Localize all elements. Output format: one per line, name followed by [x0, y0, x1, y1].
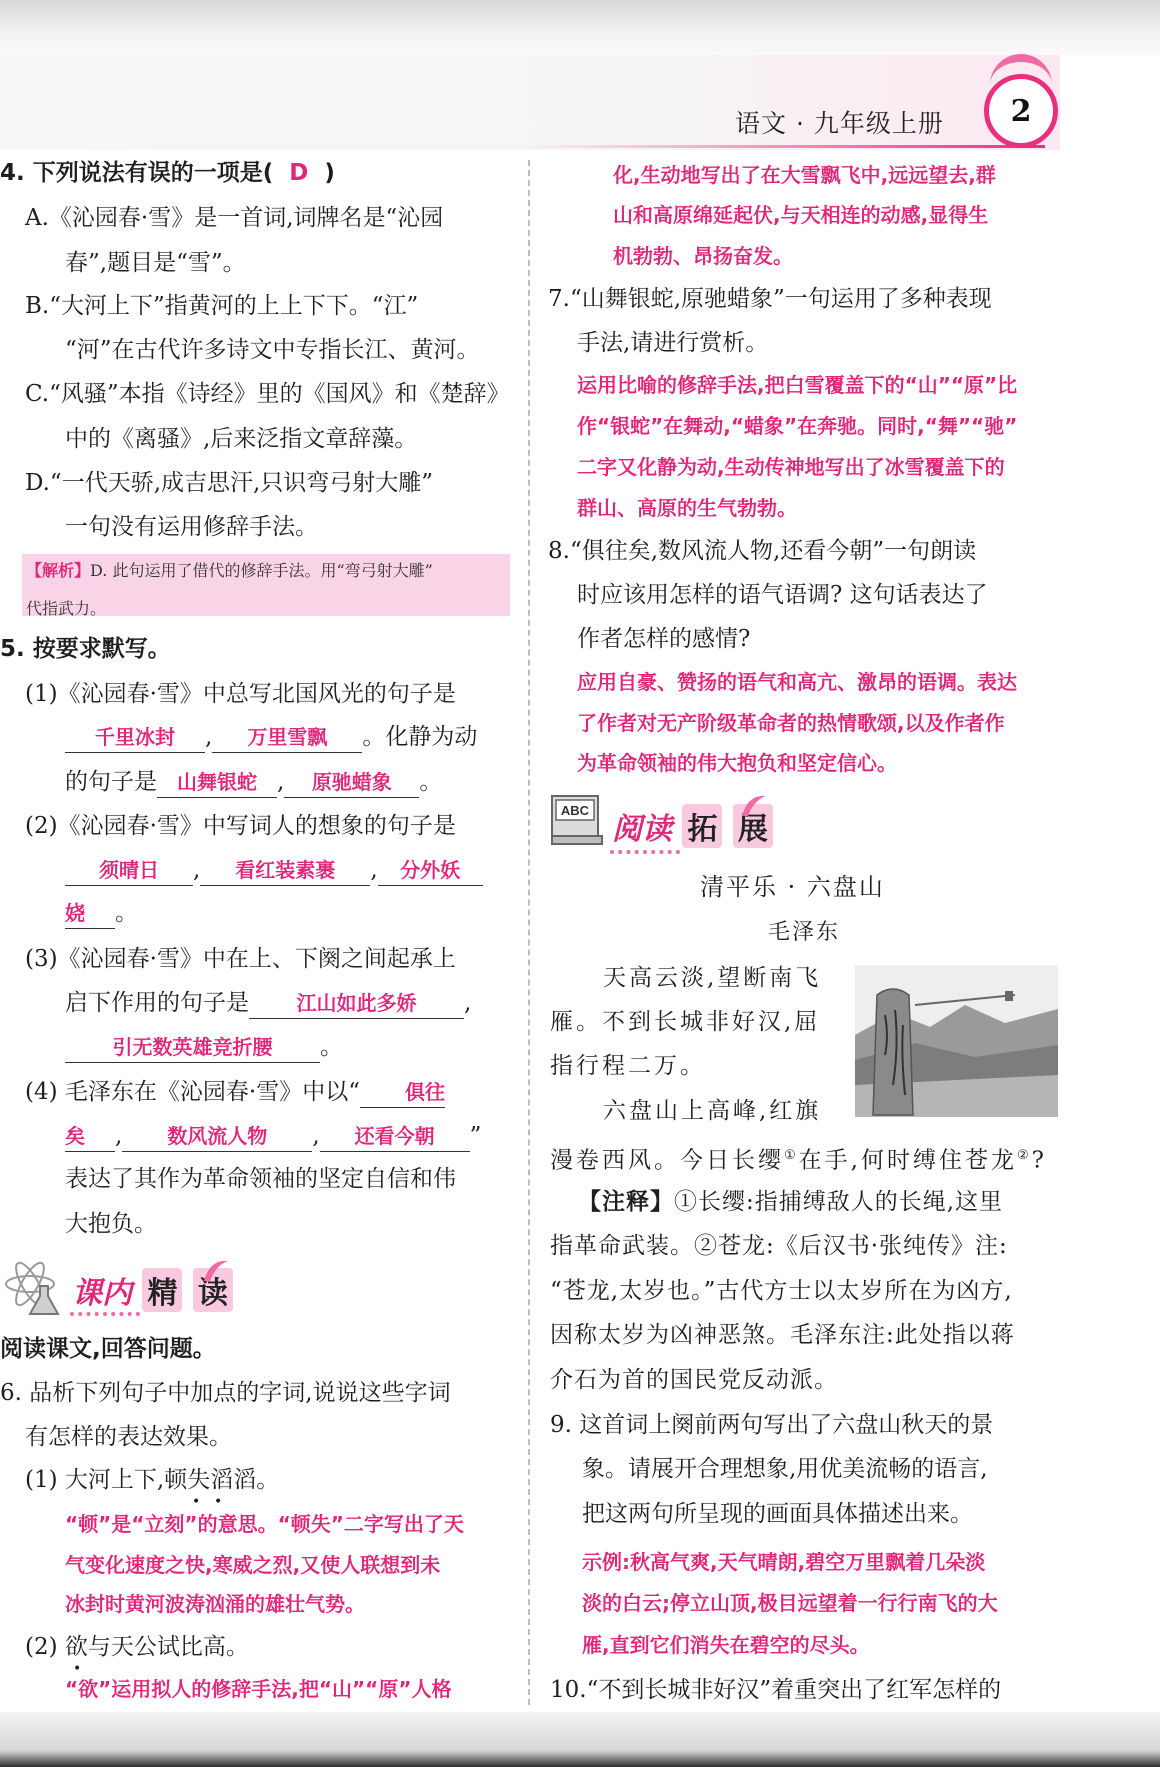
header-underline — [520, 145, 1045, 148]
stele-photo-illustration — [855, 965, 1058, 1117]
poem-author: 毛泽东 — [768, 920, 841, 945]
q4-option-c-2: 中的《离骚》,后来泛指文章辞藻。 — [65, 426, 418, 452]
q5-p4-line-2 — [65, 1121, 481, 1152]
q10-line-1: 10.“不到长城非好汉”着重突出了红军怎样的 — [550, 1677, 1002, 1703]
q4-stem — [0, 158, 335, 188]
q7-answer-line-2: 作“银蛇”在舞动,“蜡象”在奔驰。同时,“舞”“驰” — [577, 414, 1018, 438]
q5-p1-mid: 。化静为动 — [362, 724, 478, 750]
q5-answer-14: 还看今朝 — [320, 1121, 470, 1152]
note-text-1: ①长缨:指捕缚敌人的长绳,这里 — [674, 1189, 1004, 1215]
q4-option-d-2: 一句没有运用修辞手法。 — [65, 514, 318, 540]
poem-line-5b: 在手,何时缚住苍龙 — [798, 1147, 1017, 1174]
section-title-part-2: 拓 — [682, 804, 722, 848]
comma: , — [115, 1123, 123, 1149]
q5-answer-11: 俱往 — [360, 1077, 445, 1108]
analysis-text-1: D. 此句运用了借代的修辞手法。用“弯弓射大雕” — [90, 561, 433, 580]
q8-line-3: 作者怎样的感情? — [577, 626, 751, 652]
q5-p4-line-3: 表达了其作为革命领袖的坚定自信和伟 — [65, 1166, 456, 1192]
q7-answer-line-1: 运用比喻的修辞手法,把白雪覆盖下的“山”“原”比 — [577, 373, 1018, 397]
q5-answer-13: 数风流人物 — [122, 1121, 312, 1152]
q7-line-2: 手法,请进行赏析。 — [577, 330, 769, 356]
comma: , — [205, 724, 213, 750]
book-icon-label: ABC — [560, 803, 590, 818]
poem-line-3: 指行程二万。 — [550, 1053, 706, 1079]
section-dots — [70, 1308, 140, 1316]
header-title: 语文 · 九年级上册 — [735, 109, 944, 138]
q9-answer-line-2: 淡的白云;停立山顶,极目远望着一行行南飞的大 — [582, 1591, 998, 1615]
q5-p1-l3: 的句子是 — [65, 769, 157, 795]
q5-title: 5. 按要求默写。 — [0, 636, 171, 662]
q8-answer-line-2: 了作者对无产阶级革命者的热情歌颂,以及作者作 — [577, 711, 1005, 735]
section-title-part-1: 课内 — [72, 1276, 132, 1311]
poem-line-5a: 漫卷西风。今日长缨 — [550, 1147, 784, 1174]
poem-line-4: 六盘山上高峰,红旗 — [603, 1098, 822, 1124]
q6-answer-1-line-2: 气变化速度之快,寒威之烈,又使人联想到未 — [65, 1553, 441, 1577]
q6-answer-1-line-3: 冰封时黄河波涛汹涌的雄壮气势。 — [65, 1592, 365, 1616]
q8-answer-line-3: 为革命领袖的伟大抱负和坚定信心。 — [577, 751, 897, 775]
period: 。 — [419, 769, 443, 795]
note-line-1 — [578, 1187, 1003, 1217]
q4-stem-close: ) — [324, 160, 335, 186]
q9-line-3: 把这两句所呈现的画面具体描述出来。 — [582, 1501, 973, 1527]
q4-stem-text: 4. 下列说法有误的一项是( — [0, 160, 274, 186]
q5-answer-4: 原驰蜡象 — [284, 767, 419, 798]
q5-p3-line-1: (3)《沁园春·雪》中在上、下阕之间起承上 — [25, 946, 456, 972]
q6-sentence-1: (1) 大河上下,顿失滔滔。 — [25, 1467, 280, 1493]
q5-p4-line-1 — [25, 1077, 445, 1108]
q5-answer-2: 万里雪飘 — [212, 722, 362, 753]
q8-line-2: 时应该用怎样的语气语调? 这句话表达了 — [577, 582, 988, 608]
q4-option-b-1: B.“大河上下”指黄河的上上下下。“江” — [25, 293, 419, 319]
comma: , — [312, 1123, 320, 1149]
poem-photo — [855, 965, 1058, 1117]
q6-answer-2-line-2: 化,生动地写出了在大雪飘飞中,远远望去,群 — [613, 163, 996, 187]
q4-option-c-1: C.“风骚”本指《诗经》里的《国风》和《楚辞》 — [25, 381, 510, 407]
section-dots — [610, 846, 680, 854]
q5-p1-line-1: (1)《沁园春·雪》中总写北国风光的句子是 — [25, 681, 456, 707]
atom-flask-icon — [2, 1256, 66, 1320]
reading-instruction: 阅读课文,回答问题。 — [0, 1336, 216, 1362]
q4-analysis-line-1 — [26, 555, 433, 586]
q4-answer: D — [289, 160, 309, 186]
q5-answer-1: 千里冰封 — [65, 722, 205, 753]
q4-analysis-line-2: 代指武力。 — [26, 599, 107, 618]
book-icon — [548, 790, 606, 850]
emphasis-dot: • — [214, 1494, 223, 1510]
swoosh-decoration — [738, 790, 768, 820]
section-title-part-1: 阅读 — [612, 812, 672, 847]
q5-answer-9: 江山如此多娇 — [249, 988, 464, 1019]
footnote-ref-2: ② — [1016, 1148, 1032, 1163]
q7-answer-line-4: 群山、高原的生气勃勃。 — [577, 496, 797, 520]
swoosh-decoration — [200, 1255, 230, 1285]
comma: , — [277, 769, 285, 795]
q5-answer-6: 看红装素裹 — [200, 855, 370, 886]
page-bottom-shadow — [0, 1712, 1160, 1767]
note-line-4: 因称太岁为凶神恶煞。毛泽东注:此处指以蒋 — [550, 1322, 1015, 1348]
q6-answer-1-line-1: “顿”是“立刻”的意思。“顿失”二字写出了天 — [65, 1512, 464, 1536]
column-divider — [528, 160, 530, 1705]
q5-p2-line-3 — [65, 898, 138, 929]
footnote-ref-1: ① — [784, 1148, 799, 1163]
section-title-part-3: 读 — [193, 1268, 233, 1312]
section-title-part-3: 展 — [733, 804, 773, 848]
poem-title: 清平乐 · 六盘山 — [700, 873, 885, 901]
note-tag: 【注释】 — [578, 1189, 674, 1215]
page-number: 2 — [1010, 93, 1032, 129]
q9-answer-line-3: 雁,直到它们消失在碧空的尽头。 — [582, 1633, 870, 1657]
q5-answer-10: 引无数英雄竞折腰 — [65, 1032, 320, 1063]
q6-line-2: 有怎样的表达效果。 — [25, 1424, 232, 1450]
q4-option-d-1: D.“一代天骄,成吉思汗,只识弯弓射大雕” — [25, 470, 434, 496]
q5-p1-line-2 — [65, 722, 477, 753]
q7-answer-line-3: 二字又化静为动,生动传神地写出了冰雪覆盖下的 — [577, 455, 1005, 479]
q5-p2-line-1: (2)《沁园春·雪》中写词人的想象的句子是 — [25, 813, 456, 839]
q5-p3-line-3 — [65, 1032, 343, 1063]
period: 。 — [320, 1034, 343, 1060]
period: 。 — [115, 900, 138, 926]
q5-p4-line-4: 大抱负。 — [65, 1211, 157, 1237]
note-line-2: 指革命武装。②苍龙:《后汉书·张纯传》注: — [550, 1233, 1008, 1259]
q5-p3-line-2 — [65, 988, 471, 1019]
q8-answer-line-1: 应用自豪、赞扬的语气和高亢、激昂的语调。表达 — [577, 670, 1017, 694]
q5-p3-l2: 启下作用的句子是 — [65, 990, 249, 1016]
poem-line-2: 雁。不到长城非好汉,屈 — [550, 1009, 821, 1035]
q5-answer-12: 矣 — [65, 1121, 115, 1152]
q6-answer-2-line-1: “欲”运用拟人的修辞手法,把“山”“原”人格 — [65, 1677, 452, 1701]
q4-option-a-1: A.《沁园春·雪》是一首词,词牌名是“沁园 — [25, 205, 444, 231]
comma: , — [370, 857, 378, 883]
q5-p4-l1: (4) 毛泽东在《沁园春·雪》中以“ — [25, 1079, 360, 1105]
emphasis-dot: • — [192, 1494, 201, 1510]
comma: , — [193, 857, 201, 883]
q6-answer-2-line-4: 机勃勃、昂扬奋发。 — [613, 244, 793, 268]
emphasis-dot: • — [73, 1661, 82, 1677]
poem-line-5c: ? — [1031, 1147, 1047, 1174]
page-number-badge — [984, 74, 1058, 148]
note-line-3: “苍龙,太岁也。”古代方士以太岁所在为凶方, — [550, 1278, 1013, 1304]
q5-answer-7: 分外妖 — [378, 855, 483, 886]
poem-line-5 — [550, 1141, 1047, 1176]
q5-p1-line-3 — [65, 767, 442, 798]
q5-answer-3: 山舞银蛇 — [157, 767, 277, 798]
q9-line-2: 象。请展开合理想象,用优美流畅的语言, — [582, 1456, 988, 1482]
q6-line-1: 6. 品析下列句子中加点的字词,说说这些字词 — [0, 1380, 451, 1406]
page-top-shadow — [0, 0, 1160, 55]
q4-option-b-2: “河”在古代许多诗文中专指长江、黄河。 — [65, 337, 480, 363]
q5-p4-close: ” — [469, 1123, 482, 1149]
q8-line-1: 8.“俱往矣,数风流人物,还看今朝”一句朗读 — [548, 538, 977, 564]
section-title-part-2: 精 — [142, 1268, 182, 1312]
q5-answer-5: 须晴日 — [65, 855, 193, 886]
comma: , — [464, 990, 472, 1016]
poem-line-1: 天高云淡,望断南飞 — [603, 965, 822, 991]
q6-answer-2-line-3: 山和高原绵延起伏,与天相连的动感,显得生 — [613, 203, 989, 227]
analysis-tag: 【解析】 — [26, 561, 91, 580]
q5-p2-line-2 — [65, 855, 483, 886]
q7-line-1: 7.“山舞银蛇,原驰蜡象”一句运用了多种表现 — [548, 286, 992, 312]
q9-answer-line-1: 示例:秋高气爽,天气晴朗,碧空万里飘着几朵淡 — [582, 1550, 986, 1574]
q9-line-1: 9. 这首词上阕前两句写出了六盘山秋天的景 — [550, 1412, 994, 1438]
note-line-5: 介石为首的国民党反动派。 — [550, 1367, 838, 1393]
q6-sentence-2: (2) 欲与天公试比高。 — [25, 1634, 249, 1660]
q4-option-a-2: 春”,题目是“雪”。 — [65, 250, 246, 276]
q5-answer-8: 娆 — [65, 898, 115, 929]
